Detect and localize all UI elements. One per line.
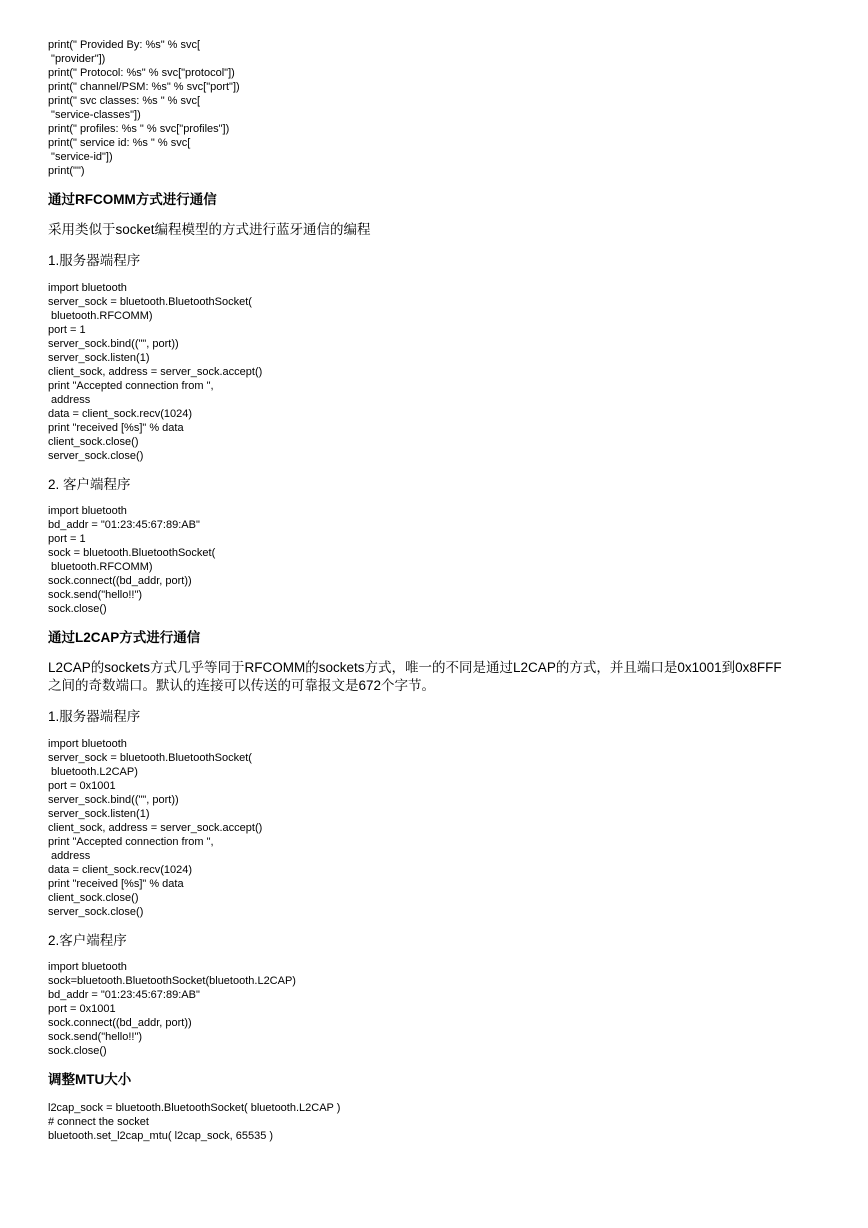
code-line: data = client_sock.recv(1024) xyxy=(48,408,192,420)
code-line: server_sock.bind(("", port)) xyxy=(48,338,179,350)
code-line: bluetooth.RFCOMM) xyxy=(48,310,153,322)
code-line: print(" Protocol: %s" % svc["protocol"]) xyxy=(48,67,235,79)
code-line: import bluetooth xyxy=(48,282,127,294)
subheading-l2cap-client: 2.客户端程序 xyxy=(48,933,127,948)
code-line: port = 0x1001 xyxy=(48,780,116,792)
code-line: import bluetooth xyxy=(48,505,127,517)
code-line: server_sock = bluetooth.BluetoothSocket( xyxy=(48,752,252,764)
code-block-rfcomm-client xyxy=(48,504,818,616)
code-line: import bluetooth xyxy=(48,738,127,750)
code-line: address xyxy=(48,850,91,862)
code-line: sock.close() xyxy=(48,1045,107,1057)
code-line: "service-classes"]) xyxy=(48,109,141,121)
code-line: server_sock = bluetooth.BluetoothSocket( xyxy=(48,296,252,308)
code-block-rfcomm-server xyxy=(48,281,818,463)
code-line: port = 0x1001 xyxy=(48,1003,116,1015)
code-block-l2cap-server xyxy=(48,737,818,919)
code-block-l2cap-client xyxy=(48,960,818,1058)
code-line: print "received [%s]" % data xyxy=(48,422,184,434)
code-line: bluetooth.L2CAP) xyxy=(48,766,138,778)
heading-rfcomm: 通过RFCOMM方式进行通信 xyxy=(48,192,217,207)
code-line: print(" Provided By: %s" % svc[ xyxy=(48,39,201,51)
code-line: bluetooth.RFCOMM) xyxy=(48,561,153,573)
code-line: print(" channel/PSM: %s" % svc["port"]) xyxy=(48,81,240,93)
paragraph-l2cap-line-1: L2CAP的sockets方式几乎等同于RFCOMM的sockets方式，唯一的不同是通过L2CAP的方式，并且端口是0x1001到0x8FFF xyxy=(48,660,782,675)
code-line: sock.close() xyxy=(48,603,107,615)
code-line: bd_addr = "01:23:45:67:89:AB" xyxy=(48,519,200,531)
code-line: print(" svc classes: %s " % svc[ xyxy=(48,95,201,107)
code-line: sock.send("hello!!") xyxy=(48,1031,143,1043)
code-block-print-service xyxy=(48,38,818,178)
code-line: print("") xyxy=(48,165,85,177)
code-line: server_sock.close() xyxy=(48,450,144,462)
code-line: server_sock.listen(1) xyxy=(48,808,150,820)
paragraph-rfcomm-intro: 采用类似于socket编程模型的方式进行蓝牙通信的编程 xyxy=(48,222,371,237)
code-line: server_sock.close() xyxy=(48,906,144,918)
code-line: sock.connect((bd_addr, port)) xyxy=(48,1017,192,1029)
paragraph-l2cap-intro xyxy=(48,659,818,695)
code-line: sock=bluetooth.BluetoothSocket(bluetooth.L2CAP) xyxy=(48,975,296,987)
code-line: client_sock, address = server_sock.accept() xyxy=(48,822,263,834)
code-line: "provider"]) xyxy=(48,53,106,65)
code-line: print "Accepted connection from ", xyxy=(48,380,214,392)
code-line: import bluetooth xyxy=(48,961,127,973)
code-line: server_sock.bind(("", port)) xyxy=(48,794,179,806)
code-line: print "Accepted connection from ", xyxy=(48,836,214,848)
code-line: port = 1 xyxy=(48,533,86,545)
document-page xyxy=(48,38,818,1143)
code-block-mtu xyxy=(48,1101,818,1143)
code-line: client_sock.close() xyxy=(48,436,139,448)
code-line: client_sock.close() xyxy=(48,892,139,904)
heading-mtu: 调整MTU大小 xyxy=(48,1072,132,1087)
code-line: data = client_sock.recv(1024) xyxy=(48,864,192,876)
code-line: bluetooth.set_l2cap_mtu( l2cap_sock, 65535 ) xyxy=(48,1130,274,1142)
code-line: "service-id"]) xyxy=(48,151,113,163)
code-line: sock = bluetooth.BluetoothSocket( xyxy=(48,547,216,559)
code-line: address xyxy=(48,394,91,406)
code-line: # connect the socket xyxy=(48,1116,149,1128)
code-line: client_sock, address = server_sock.accept() xyxy=(48,366,263,378)
subheading-rfcomm-client: 2. 客户端程序 xyxy=(48,477,131,492)
code-line: sock.send("hello!!") xyxy=(48,589,143,601)
subheading-rfcomm-server: 1.服务器端程序 xyxy=(48,253,141,268)
code-line: bd_addr = "01:23:45:67:89:AB" xyxy=(48,989,200,1001)
code-line: print(" service id: %s " % svc[ xyxy=(48,137,191,149)
paragraph-l2cap-line-2: 之间的奇数端口。默认的连接可以传送的可靠报文是672个字节。 xyxy=(48,678,436,693)
code-line: port = 1 xyxy=(48,324,86,336)
code-line: print "received [%s]" % data xyxy=(48,878,184,890)
code-line: sock.connect((bd_addr, port)) xyxy=(48,575,192,587)
code-line: server_sock.listen(1) xyxy=(48,352,150,364)
heading-l2cap: 通过L2CAP方式进行通信 xyxy=(48,630,201,645)
code-line: l2cap_sock = bluetooth.BluetoothSocket( bluetooth.L2CAP ) xyxy=(48,1102,341,1114)
code-line: print(" profiles: %s " % svc["profiles"]) xyxy=(48,123,230,135)
subheading-l2cap-server: 1.服务器端程序 xyxy=(48,709,141,724)
